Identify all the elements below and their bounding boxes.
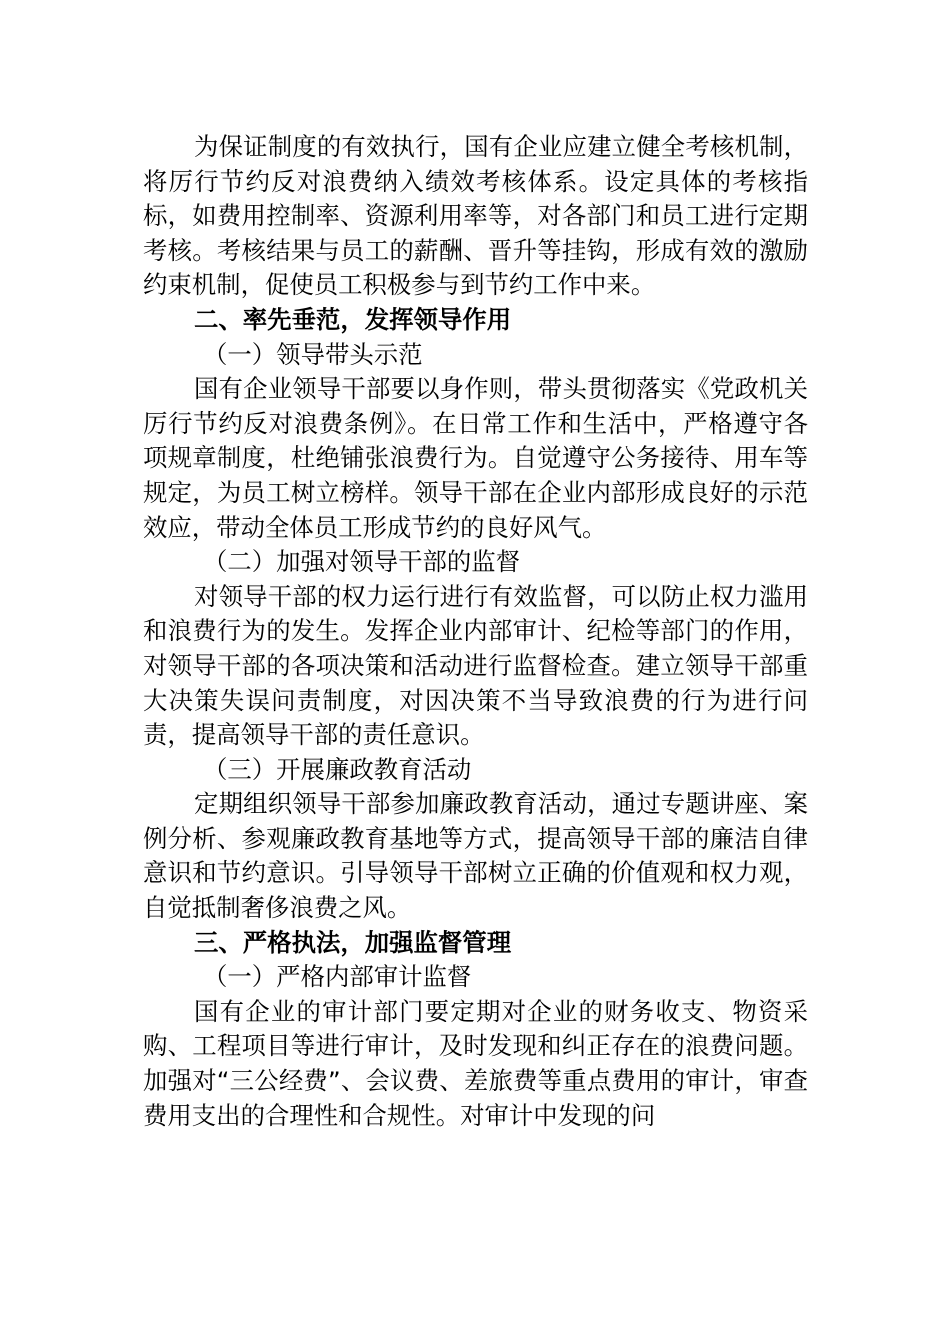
- paragraph-internal-audit: 国有企业的审计部门要定期对企业的财务收支、物资采购、工程项目等进行审计，及时发现和纠正存在的浪费问题。加强对“三公经费”、会议费、差旅费等重点费用的审计，审查费用支出的合理性和合规性。对审计中发现的问: [143, 996, 808, 1130]
- subheading-integrity-education: （三）开展廉政教育活动: [203, 754, 472, 784]
- document-body: [143, 130, 808, 1133]
- paragraph-integrity-education: 定期组织领导干部参加廉政教育活动，通过专题讲座、案例分析、参观廉政教育基地等方式，提高领导干部的廉洁自律意识和节约意识。引导领导干部树立正确的价值观和权力观，自觉抵制奢侈浪费之风。: [143, 789, 808, 923]
- subheading-supervise-leaders: （二）加强对领导干部的监督: [203, 547, 521, 577]
- paragraph-assessment-mechanism: 为保证制度的有效执行，国有企业应建立健全考核机制，将厉行节约反对浪费纳入绩效考核体系。设定具体的考核指标，如费用控制率、资源利用率等，对各部门和员工进行定期考核。考核结果与员工的薪酬、晋升等挂钩，形成有效的激励约束机制，促使员工积极参与到节约工作中来。: [143, 132, 808, 300]
- section-heading-enforcement: 三、严格执法，加强监督管理: [194, 927, 512, 957]
- paragraph-leaders-set-example: 国有企业领导干部要以身作则，带头贯彻落实《党政机关厉行节约反对浪费条例》。在日常工作和生活中，严格遵守各项规章制度，杜绝铺张浪费行为。自觉遵守公务接待、用车等规定，为员工树立榜样。领导干部在企业内部形成良好的示范效应，带动全体员工形成节约的良好风气。: [143, 374, 808, 542]
- section-heading-leadership: 二、率先垂范，发挥领导作用: [194, 304, 512, 334]
- paragraph-supervise-leaders: 对领导干部的权力运行进行有效监督，可以防止权力滥用和浪费行为的发生。发挥企业内部审计、纪检等部门的作用，对领导干部的各项决策和活动进行监督检查。建立领导干部重大决策失误问责制度，对因决策不当导致浪费的行为进行问责，提高领导干部的责任意识。: [143, 581, 808, 750]
- subheading-leaders-set-example: （一）领导带头示范: [203, 339, 423, 369]
- subheading-internal-audit: （一）严格内部审计监督: [203, 962, 472, 992]
